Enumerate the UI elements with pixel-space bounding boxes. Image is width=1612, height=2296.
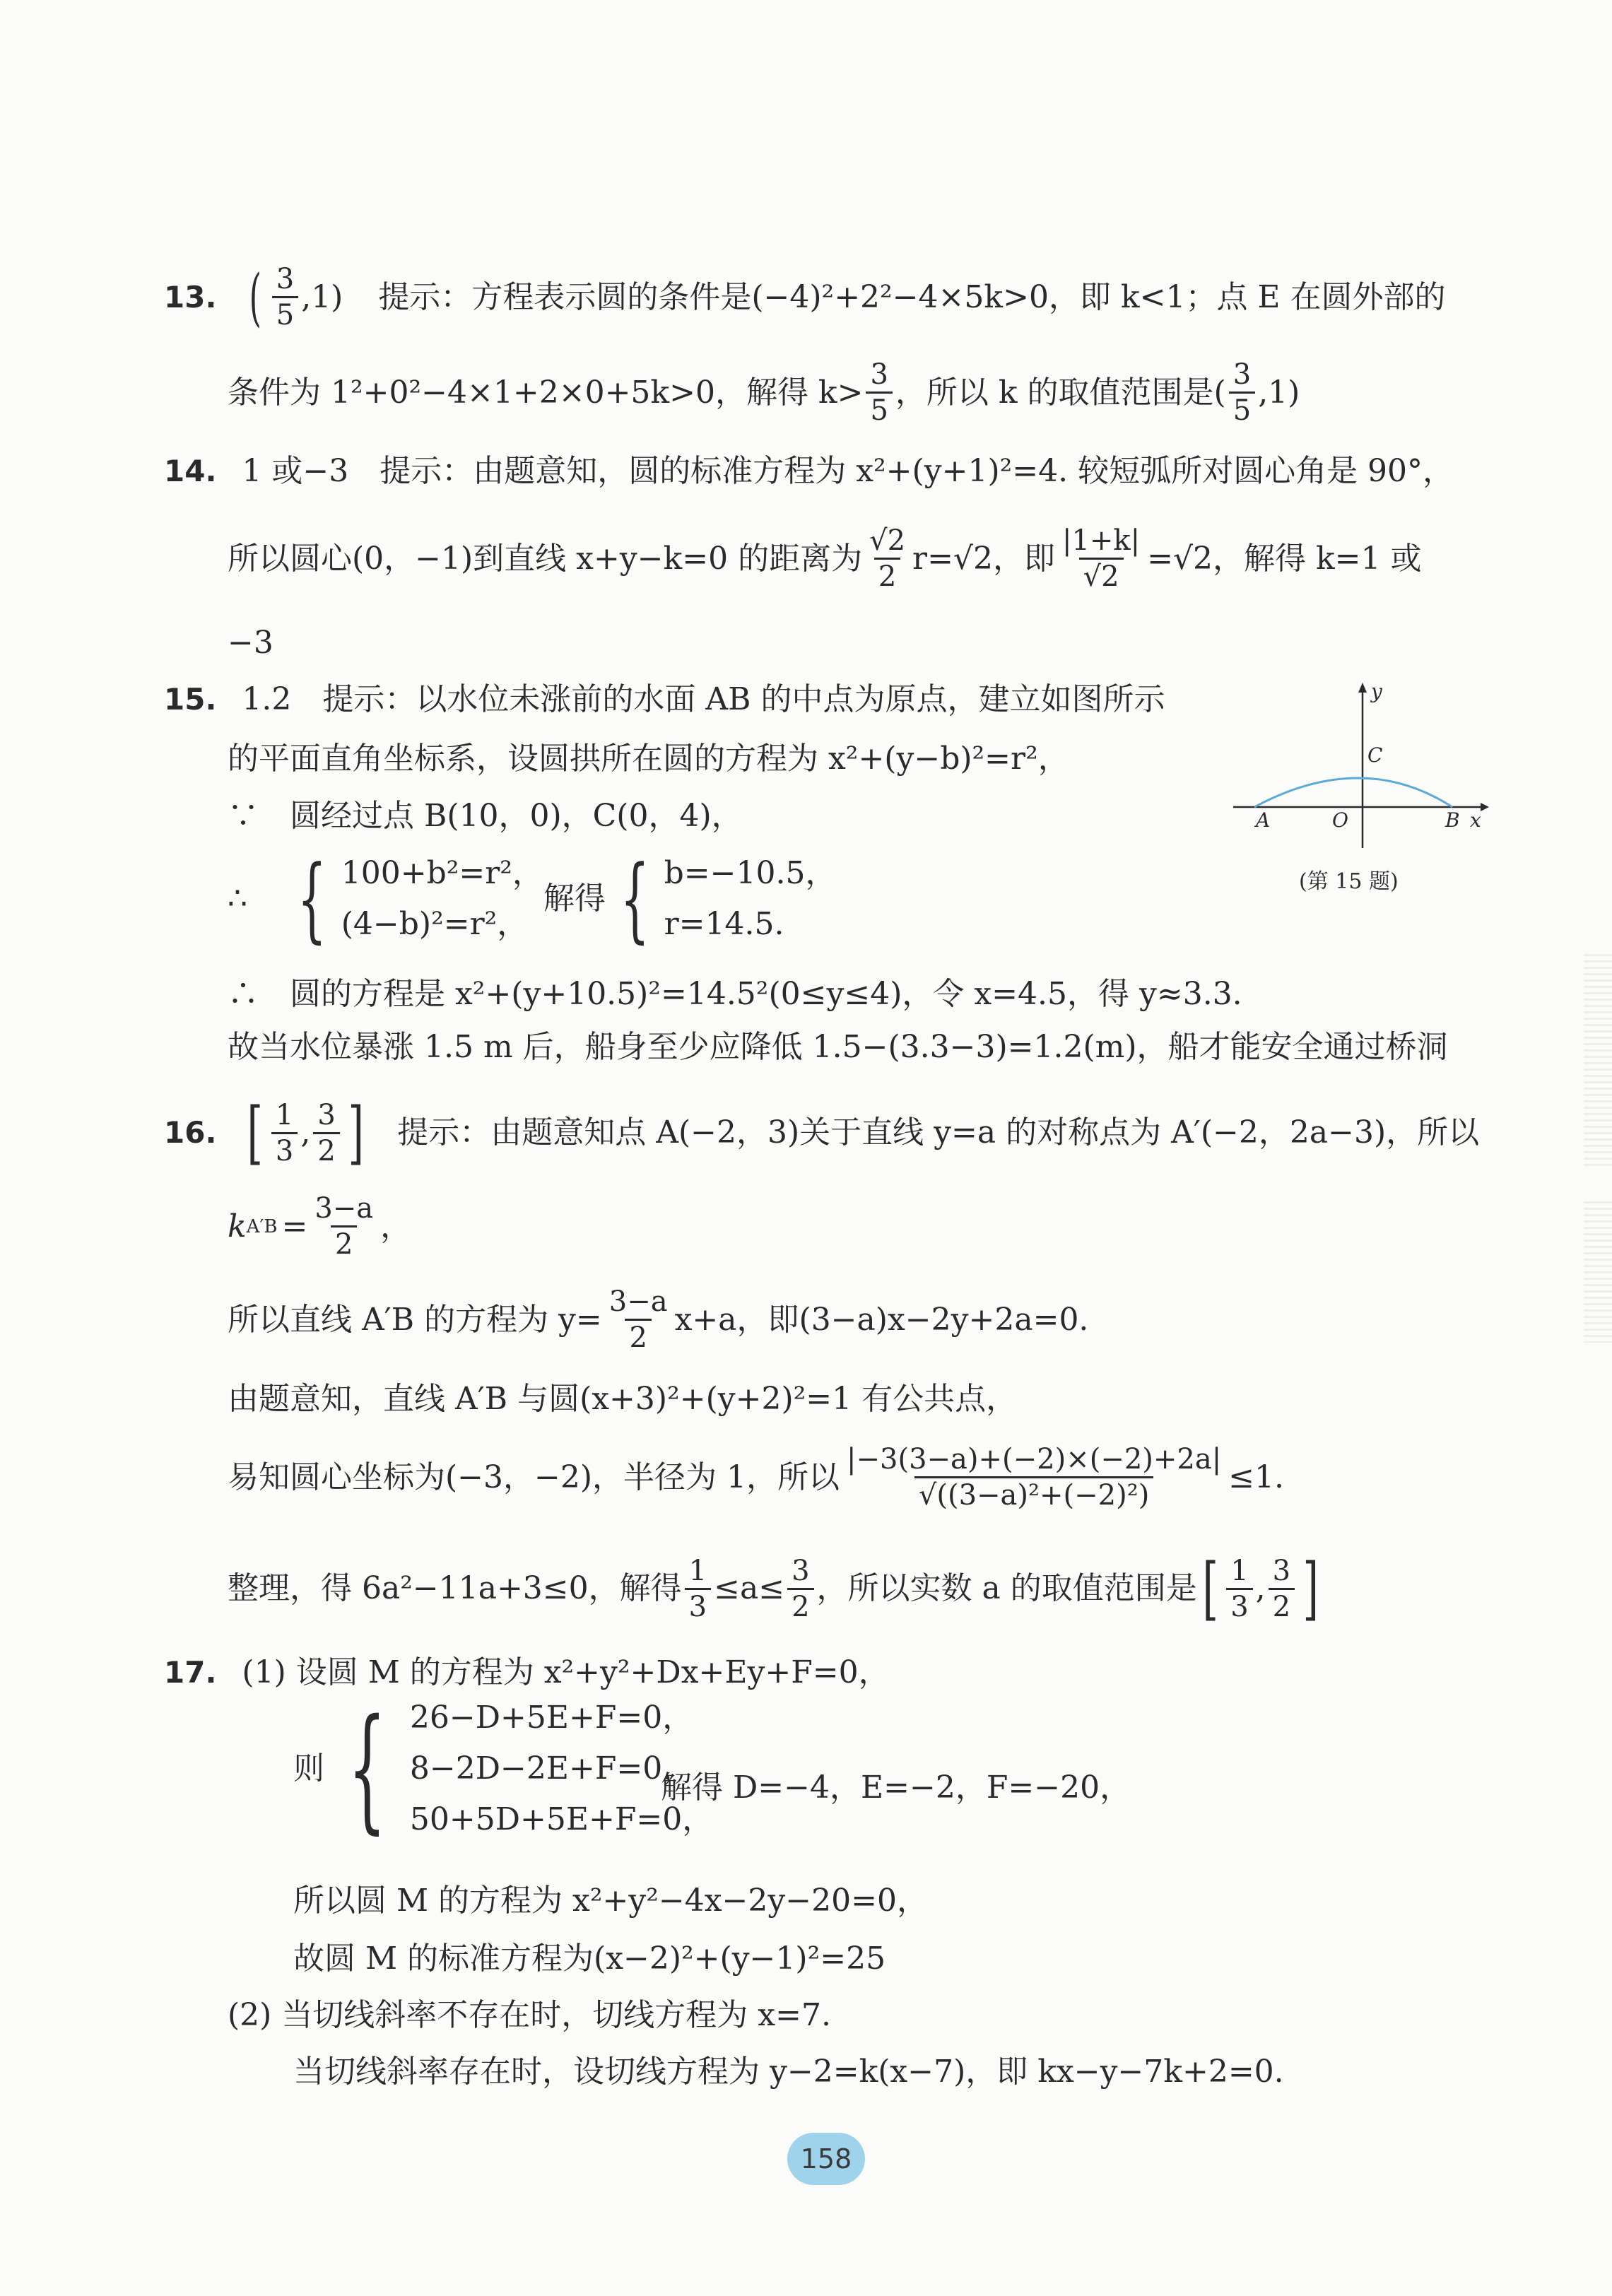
q14-line2-fraction2: $\frac{|1+k|}{√2}$	[1061, 524, 1141, 593]
q15-therefore: ∴	[228, 881, 247, 917]
q14-line2-fraction: $\frac{√2}{2}$	[869, 524, 906, 593]
q13-line2-b: ，所以 k 的取值范围是(	[895, 374, 1226, 411]
q15-line3-text: ∵ 圆经过点 B(10，0)，C(0，4)，	[228, 798, 743, 834]
q16-line6-range1: $\frac{1}{3}$	[1226, 1557, 1252, 1621]
q16-line2: k A′B = $\frac{3-a}{2}$ ，	[228, 1192, 412, 1261]
q15-line5	[228, 976, 1242, 1012]
q15-line6	[228, 1029, 1448, 1065]
q15-system2: { b=−10.5， r=14.5.	[620, 845, 837, 953]
q16-line5	[228, 1443, 1285, 1512]
q15-line2-text: 的平面直角坐标系，设圆拱所在圆的方程为 x²+(y−b)²=r²，	[228, 741, 1069, 777]
q15-line1-text: 1.2 提示：以水位未涨前的水面 AB 的中点为原点，建立如图所示	[242, 681, 1165, 717]
y-axis-arrow	[1358, 683, 1367, 693]
label-A: A	[1256, 808, 1271, 832]
q16-line6-range2: $\frac{3}{2}$	[1269, 1557, 1295, 1621]
q16-line6-fraction2: $\frac{3}{2}$	[787, 1557, 813, 1621]
q13-answer-rest: ,1)	[301, 278, 343, 315]
q16-line4-text: 由题意知，直线 A′B 与圆(x+3)²+(y+2)²=1 有公共点，	[228, 1381, 1018, 1417]
q16-k: k	[228, 1208, 247, 1244]
q17-line6-text: 当切线斜率存在时，设切线方程为 y−2=k(x−7)，即 kx−y−7k+2=0.	[293, 2054, 1284, 2090]
q13-line1	[164, 260, 1446, 334]
q14-line2-c: =√2，解得 k=1 或	[1147, 540, 1422, 577]
q17-system	[293, 1692, 713, 1845]
q16-line6-b: ≤a≤	[714, 1570, 785, 1606]
q16-line6: 整理，得 6a²−11a+3≤0，解得 $\frac{1}{3}$ ≤a≤ $\frac{3}{2}$ ，所以实数 a 的取值范围是 [ $\frac{1}{3}$ , $\frac{3}{2}$ ]	[228, 1549, 1319, 1628]
label-y: y	[1371, 680, 1382, 703]
q16-line6-fraction: $\frac{1}{3}$	[685, 1557, 711, 1621]
q16-line5-b: ≤1.	[1228, 1459, 1285, 1495]
q16-line3-fraction: $\frac{3-a}{2}$	[608, 1285, 668, 1354]
q16-line1: 16. [ $\frac{1}{3}$ , $\frac{3}{2}$ ] 提示：由题意知点 A(−2，3)关于直线 y=a 的对称点为 A′(−2，2a−3)，所以	[164, 1093, 1480, 1172]
q16-number: 16.	[164, 1115, 217, 1150]
q14-line2-a: 所以圆心(0，−1)到直线 x+y−k=0 的距离为	[228, 540, 863, 577]
q13-line2	[228, 360, 1300, 425]
q14-line3-text: −3	[228, 625, 273, 661]
q15-system1: { 100+b²=r²， (4−b)²=r²，	[297, 845, 543, 953]
q16-line6-a: 整理，得 6a²−11a+3≤0，解得	[228, 1570, 682, 1606]
q17-line1	[164, 1654, 890, 1690]
q16-line1-text: 提示：由题意知点 A(−2，3)关于直线 y=a 的对称点为 A′(−2，2a−3)，所以	[397, 1114, 1480, 1150]
q17-line3-text: 所以圆 M 的方程为 x²+y²−4x−2y−20=0，	[293, 1883, 928, 1919]
q15-line6-text: 故当水位暴涨 1.5 m 后，船身至少应降低 1.5−(3.3−3)=1.2(m)，船才能安全通过桥洞	[228, 1029, 1448, 1065]
q13-answer-fraction: $\frac{3}{5}$	[272, 265, 298, 329]
q15-line2	[228, 743, 1069, 775]
q16-line3	[228, 1285, 1089, 1354]
q16-line5-a: 易知圆心坐标为(−3，−2)，半径为 1，所以	[228, 1459, 840, 1495]
q15-figure-caption: (第 15 题)	[1299, 869, 1399, 894]
q13-answer-open: (	[249, 260, 262, 334]
q13-line2-fraction: $\frac{3}{5}$	[866, 360, 892, 425]
q16-line5-fraction: $\frac{|-3(3-a)+(-2)\times(-2)+2a|}{\text{√((3−a)²+(−2)²)}}$	[847, 1443, 1222, 1512]
q15-line3	[228, 798, 743, 834]
q15-line5-text: ∴ 圆的方程是 x²+(y+10.5)²=14.5²(0≤y≤4)，令 x=4.5，得 y≈3.3.	[228, 976, 1242, 1012]
q17-equation-system: { 26−D+5E+F=0， 8−2D−2E+F=0， 50+5D+5E+F=0，	[348, 1690, 714, 1847]
q17-line4-text: 故圆 M 的标准方程为(x−2)²+(y−1)²=25	[293, 1941, 886, 1977]
page-number-badge: 158	[787, 2133, 865, 2185]
x-axis-arrow	[1481, 803, 1489, 811]
q13-line2-fraction2: $\frac{3}{5}$	[1229, 360, 1255, 425]
scan-artifact	[1584, 954, 1612, 1166]
q14-line1-text: 1 或−3 提示：由题意知，圆的标准方程为 x²+(y+1)²=4. 较短弧所对圆心角是 90°，	[242, 453, 1454, 489]
q15-line1	[164, 681, 1165, 717]
label-C: C	[1367, 743, 1383, 767]
q14-line2-b: r=√2，即	[912, 540, 1055, 577]
scan-artifact	[1584, 1201, 1612, 1343]
q17-number: 17.	[164, 1655, 217, 1690]
q14-line1	[164, 453, 1454, 489]
q14-number: 14.	[164, 454, 217, 488]
q16-answer-frac2: $\frac{3}{2}$	[313, 1101, 339, 1165]
q16-line3-b: x+a，即(3−a)x−2y+2a=0.	[674, 1301, 1089, 1338]
q14-line2	[228, 526, 1422, 591]
q15-number: 15.	[164, 682, 217, 717]
q13-line2-c: ,1)	[1258, 374, 1300, 411]
q15-figure	[1226, 678, 1495, 890]
q13-number: 13.	[164, 279, 217, 314]
q17-line5-text: (2) 当切线斜率不存在时，切线方程为 x=7.	[228, 1997, 831, 2033]
q17-system-solution	[661, 1770, 1131, 1806]
q17-solution-text: 解得 D=−4，E=−2，F=−20，	[661, 1770, 1131, 1806]
q17-line6	[293, 2056, 1284, 2088]
q17-line5	[228, 1997, 831, 2033]
q17-line3	[293, 1885, 928, 1917]
arch-curve	[1254, 778, 1452, 807]
label-x: x	[1470, 808, 1481, 832]
label-O: O	[1332, 808, 1348, 832]
q16-line3-a: 所以直线 A′B 的方程为 y=	[228, 1301, 602, 1338]
q16-k-fraction: $\frac{3-a}{2}$	[314, 1192, 374, 1261]
label-B: B	[1445, 808, 1460, 832]
q17-line4	[293, 1941, 886, 1977]
q14-line3	[228, 625, 273, 661]
q17-then: 则	[293, 1750, 324, 1786]
q16-line4	[228, 1381, 1018, 1417]
q17-line1-text: (1) 设圆 M 的方程为 x²+y²+Dx+Ey+F=0，	[242, 1654, 890, 1690]
q16-answer-frac1: $\frac{1}{3}$	[271, 1101, 298, 1165]
q16-line6-c: ，所以实数 a 的取值范围是	[816, 1570, 1197, 1606]
q13-line2-a: 条件为 1²+0²−4×1+2×0+5k>0，解得 k>	[228, 374, 864, 411]
q15-system	[228, 845, 837, 953]
q15-solve-label: 解得	[543, 881, 606, 917]
q13-hint-text: 提示：方程表示圆的条件是(−4)²+2²−4×5k>0，即 k<1；点 E 在圆外部的	[378, 278, 1446, 315]
